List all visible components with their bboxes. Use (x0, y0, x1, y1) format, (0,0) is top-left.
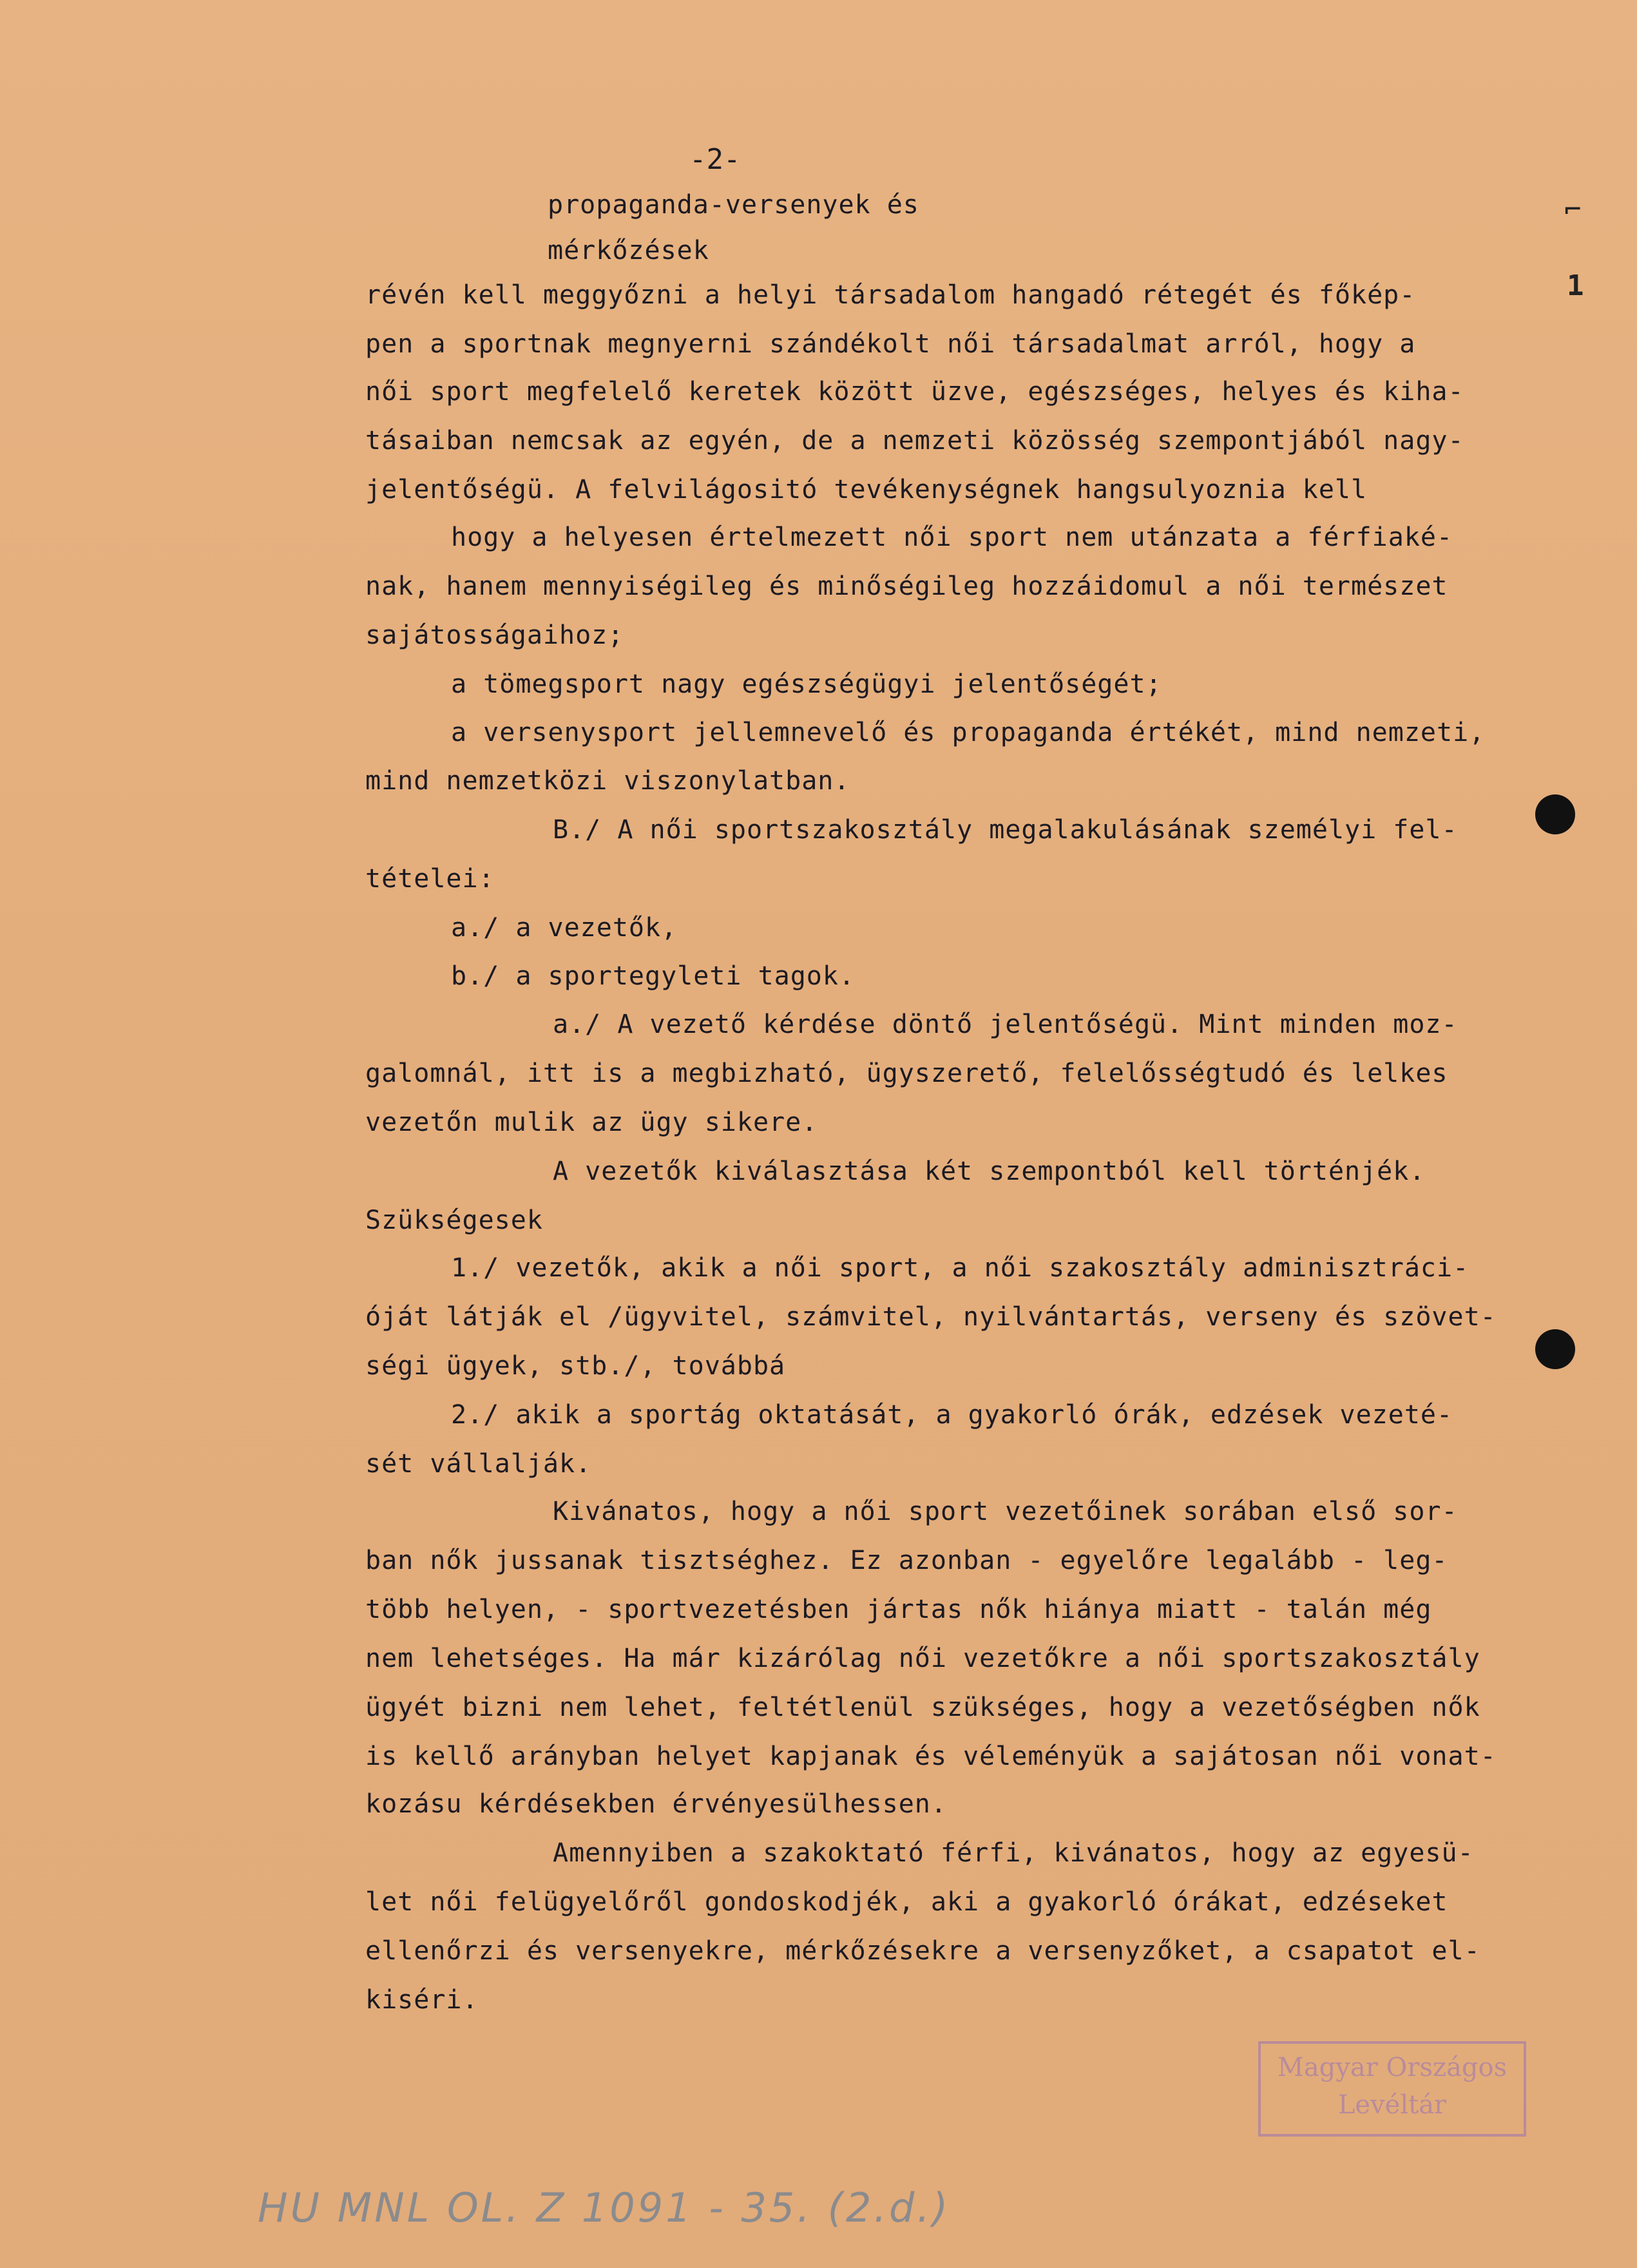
text-line: 2./ akik a sportág oktatását, a gyakorló órák, edzések vezeté- (451, 1400, 1453, 1430)
text-line: a versenysport jellemnevelő és propaganda értékét, mind nemzeti, (451, 718, 1486, 747)
text-line: ban nők jussanak tisztséghez. Ez azonban - egyelőre legalább - leg- (365, 1546, 1448, 1575)
text-line: sajátosságaihoz; (365, 620, 624, 650)
archive-stamp (1258, 2041, 1526, 2137)
text-line: A vezetők kiválasztása két szempontból kell történjék. (553, 1157, 1426, 1186)
stamp-line-2: Levéltár (1337, 2090, 1447, 2120)
text-line: a tömegsport nagy egészségügyi jelentőségét; (451, 669, 1162, 699)
text-line: jelentőségü. A felvilágositó tevékenységnek hangsulyoznia kell (365, 475, 1368, 505)
text-line: hogy a helyesen értelmezett női sport nem utánzata a férfiaké- (451, 523, 1453, 552)
text-line: vezetőn mulik az ügy sikere. (365, 1108, 818, 1137)
page-number: -2- (689, 143, 741, 176)
text-line: Szükségesek (365, 1206, 543, 1235)
text-line: ségi ügyek, stb./, továbbá (365, 1351, 786, 1381)
text-line: Kivánatos, hogy a női sport vezetőinek sorában első sor- (553, 1497, 1458, 1526)
archive-reference: HU MNL OL. Z 1091 - 35. (2.d.) (258, 2184, 951, 2231)
text-line: galomnál, itt is a megbizható, ügyszerető, felelősségtudó és lelkes (365, 1059, 1448, 1088)
margin-mark: 1 (1567, 269, 1584, 302)
text-line: a./ a vezetők, (451, 913, 678, 943)
text-line: sét vállalják. (365, 1449, 592, 1479)
text-line: kozásu kérdésekben érvényesülhessen. (365, 1789, 947, 1819)
text-line: óját látják el /ügyvitel, számvitel, nyilvántartás, verseny és szövet- (365, 1302, 1497, 1332)
stamp-line-1: Magyar Országos (1277, 2053, 1508, 2082)
text-line: mind nemzetközi viszonylatban. (365, 766, 850, 796)
text-line: ellenőrzi és versenyekre, mérkőzésekre a versenyzőket, a csapatot el- (365, 1936, 1480, 1966)
text-line: ügyét bizni nem lehet, feltétlenül szükséges, hogy a vezetőségben nők (365, 1693, 1480, 1722)
text-line: Amennyiben a szakoktató férfi, kivánatos, hogy az egyesü- (553, 1838, 1474, 1868)
text-line: propaganda-versenyek és (548, 190, 919, 220)
text-line: tételei: (365, 864, 495, 894)
text-line: női sport megfelelő keretek között üzve, egészséges, helyes és kiha- (365, 377, 1464, 407)
text-line: nak, hanem mennyiségileg és minőségileg hozzáidomul a női természet (365, 572, 1448, 601)
text-line: révén kell meggyőzni a helyi társadalom hangadó rétegét és főkép- (365, 280, 1416, 310)
text-line: mérkőzések (548, 236, 709, 265)
text-line: pen a sportnak megnyerni szándékolt női társadalmat arról, hogy a (365, 329, 1416, 359)
text-line: több helyen, - sportvezetésben jártas nők hiánya miatt - talán még (365, 1595, 1432, 1624)
text-line: a./ A vezető kérdése döntő jelentőségü. Mint minden moz- (553, 1010, 1458, 1039)
text-line: B./ A női sportszakosztály megalakulásának személyi fel- (553, 815, 1458, 845)
punch-hole (1535, 1329, 1575, 1369)
text-line: let női felügyelőről gondoskodjék, aki a gyakorló órákat, edzéseket (365, 1887, 1448, 1917)
text-line: nem lehetséges. Ha már kizárólag női vezetőkre a női sportszakosztály (365, 1644, 1480, 1673)
text-line: is kellő arányban helyet kapjanak és véleményük a sajátosan női vonat- (365, 1742, 1497, 1771)
text-line: tásaiban nemcsak az egyén, de a nemzeti közösség szempontjából nagy- (365, 426, 1464, 456)
punch-hole (1535, 794, 1575, 834)
text-line: 1./ vezetők, akik a női sport, a női szakosztály adminisztráci- (451, 1253, 1469, 1283)
margin-mark: ⌐ (1564, 193, 1582, 226)
text-line: kiséri. (365, 1985, 479, 2015)
text-line: b./ a sportegyleti tagok. (451, 961, 856, 991)
